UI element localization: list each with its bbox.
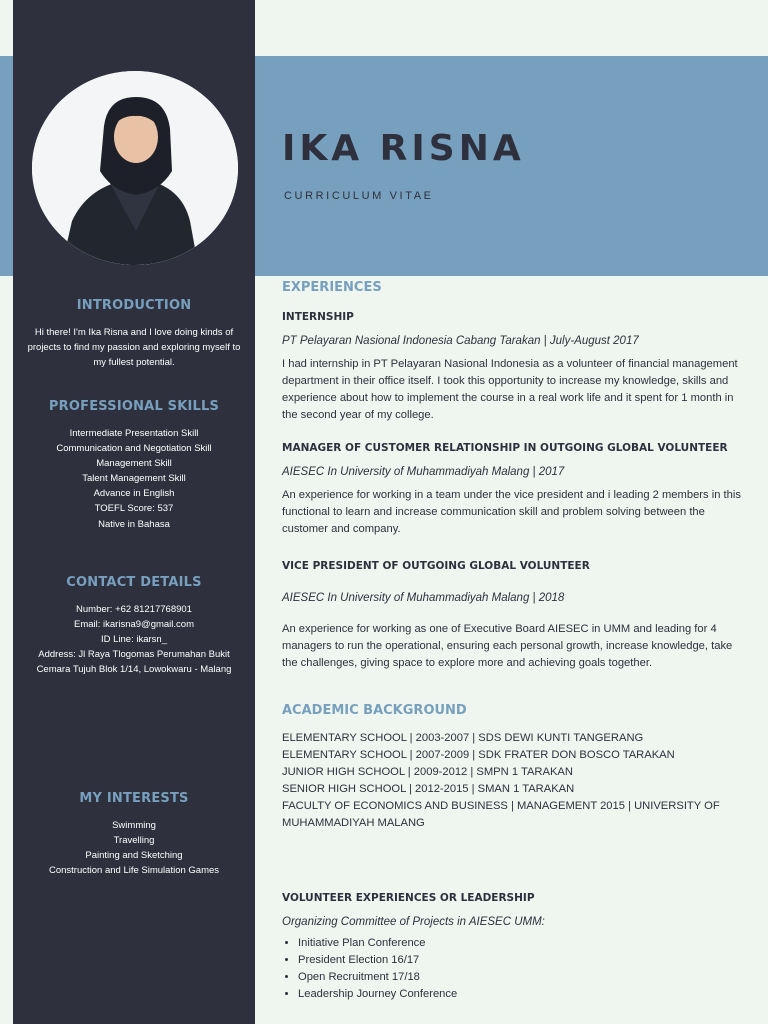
experiences-heading: EXPERIENCES: [282, 280, 382, 295]
volunteer-item: • Initiative Plan Conference: [298, 935, 744, 952]
document-subtitle: CURRICULUM VITAE: [284, 190, 434, 202]
introduction-text: Hi there! I'm Ika Risna and I love doing kinds of projects to find my passion and exploring myself to my fullest potential.: [27, 327, 241, 369]
contact-address: Cemara Tujuh Blok 1/14, Lowokwaru - Malang: [36, 664, 232, 676]
academic-list: [282, 730, 744, 832]
interests-heading: MY INTERESTS: [79, 791, 189, 806]
experience-description: I had internship in PT Pelayaran Nasional Indonesia as a volunteer of financial management department in their office itself. I took this opportunity to increase my knowledge, skills and experience about how to implement the course in a real work life and it spent for 1 month in the second year of my college.: [282, 358, 738, 421]
academic-item: JUNIOR HIGH SCHOOL | 2009-2012 | SMPN 1 TARAKAN: [282, 766, 573, 778]
academic-section: [282, 703, 744, 832]
skill-item: Talent Management Skill: [82, 473, 186, 485]
academic-item: SENIOR HIGH SCHOOL | 2012-2015 | SMAN 1 TARAKAN: [282, 783, 575, 795]
experience-role: VICE PRESIDENT OF OUTGOING GLOBAL VOLUNTEER: [282, 560, 590, 572]
interest-item: Construction and Life Simulation Games: [48, 865, 220, 877]
experiences-heading-block: [282, 280, 744, 295]
experience-org: AIESEC In University of Muhammadiyah Malang | 2017: [282, 466, 565, 478]
academic-heading: ACADEMIC BACKGROUND: [282, 703, 467, 718]
experience-role: MANAGER OF CUSTOMER RELATIONSHIP IN OUTGOING GLOBAL VOLUNTEER: [282, 442, 728, 454]
interest-item: Travelling: [113, 835, 155, 847]
skill-item: Advance in English: [93, 488, 175, 500]
profile-photo-icon: [32, 71, 238, 265]
academic-item: FACULTY OF ECONOMICS AND BUSINESS | MANAGEMENT 2015 | UNIVERSITY OF MUHAMMADIYAH MALANG: [282, 800, 720, 829]
experience-org: PT Pelayaran Nasional Indonesia Cabang Tarakan | July-August 2017: [282, 335, 639, 347]
introduction-heading: INTRODUCTION: [76, 298, 192, 313]
contact-number: Number: +62 81217768901: [76, 604, 192, 615]
contact-section: [13, 575, 255, 677]
skills-heading: PROFESSIONAL SKILLS: [48, 399, 220, 414]
contact-address: Address: Jl Raya Tlogomas Perumahan Bukit: [38, 649, 230, 661]
skills-list: [13, 426, 255, 532]
contact-email: Email: ikarisna9@gmail.com: [74, 619, 194, 631]
profile-photo: [32, 71, 238, 265]
experience-item: [282, 311, 744, 424]
contact-line: ID Line: ikarsn_: [100, 634, 167, 646]
academic-item: ELEMENTARY SCHOOL | 2003-2007 | SDS DEWI KUNTI TANGERANG: [282, 732, 644, 744]
interest-item: Painting and Sketching: [85, 850, 183, 862]
academic-item: ELEMENTARY SCHOOL | 2007-2009 | SDK FRATER DON BOSCO TARAKAN: [282, 749, 675, 761]
person-name: IKA RISNA: [282, 128, 525, 169]
volunteer-subtitle: Organizing Committee of Projects in AIESEC UMM:: [282, 916, 545, 928]
volunteer-heading: VOLUNTEER EXPERIENCES OR LEADERSHIP: [282, 892, 535, 904]
interests-list: [13, 818, 255, 878]
volunteer-list: [282, 935, 744, 1003]
experience-org: AIESEC In University of Muhammadiyah Malang | 2018: [282, 592, 565, 604]
interests-section: [13, 791, 255, 878]
skill-item: Management Skill: [96, 458, 172, 470]
contact-list: [13, 602, 255, 677]
skill-item: Intermediate Presentation Skill: [69, 428, 199, 439]
contact-heading: CONTACT DETAILS: [66, 575, 202, 590]
skill-item: Communication and Negotiation Skill: [56, 443, 212, 455]
volunteer-item: • President Election 16/17: [298, 952, 744, 969]
skills-section: [13, 399, 255, 532]
experience-item: [282, 560, 744, 672]
volunteer-section: [282, 892, 744, 1003]
volunteer-item: • Open Recruitment 17/18: [298, 969, 744, 986]
introduction-section: [13, 298, 255, 370]
experience-description: An experience for working as one of Executive Board AIESEC in UMM and leading for 4 managers to run the operational, ensuring each personal growth, increase knowledge, take the challenges, giving space to explore more and achieving goals together.: [282, 623, 733, 669]
experience-description: An experience for working in a team under the vice president and i leading 2 members in this functional to learn and increase communication skill and problem solving between the customer and company.: [282, 489, 741, 535]
interest-item: Swimming: [112, 820, 156, 831]
experience-role: INTERNSHIP: [282, 311, 354, 323]
volunteer-item: • Leadership Journey Conference: [298, 986, 744, 1003]
skill-item: Native in Bahasa: [98, 518, 170, 530]
skill-item: TOEFL Score: 537: [94, 503, 174, 515]
experience-item: [282, 442, 744, 538]
